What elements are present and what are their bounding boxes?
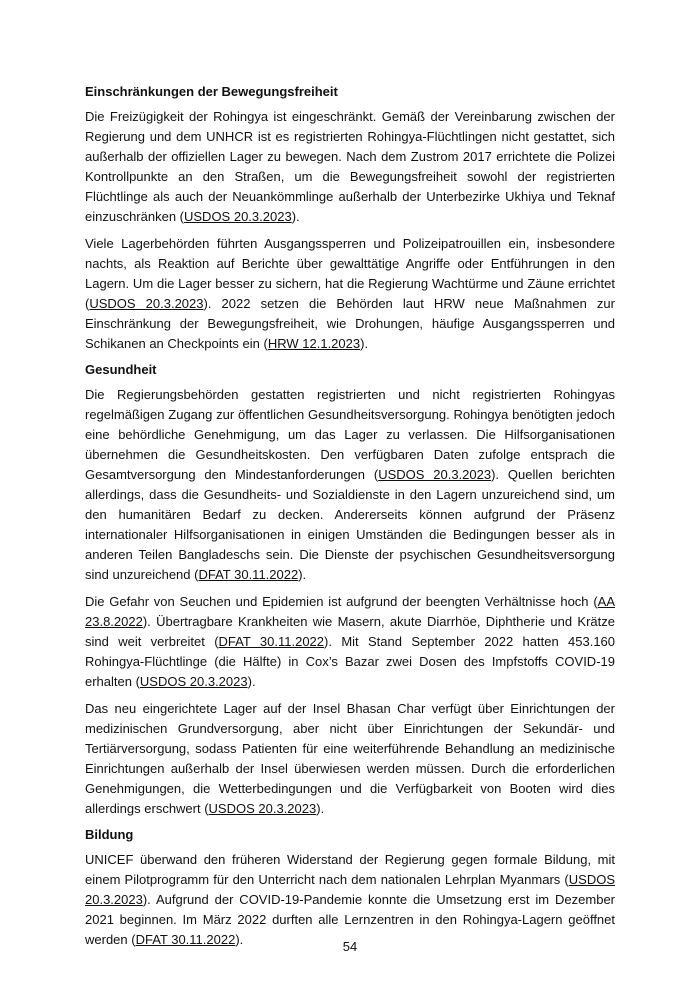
text-segment: ). — [316, 801, 325, 816]
source-reference-link[interactable]: HRW 12.1.2023 — [267, 336, 361, 351]
text-segment: Die Regierungsbehörden gestatten registrierten und nicht registrierten Rohingyas regelmäßigen Zugang zur öffentlichen Gesundheitsversorgung. Rohingya benötigten jedoch eine behördliche Genehmigung, um das Lager zu verlassen. Die Hilfsorganisationen übernehmen die Gesundheitskosten. Den verfügbaren Daten zufolge entsprach die Gesamtversorgung den Mindestanforderungen ( — [85, 387, 615, 482]
paragraph — [85, 107, 615, 227]
source-reference-link[interactable]: USDOS 20.3.2023 — [208, 801, 317, 816]
text-segment: ). — [298, 567, 307, 582]
paragraph — [85, 850, 615, 950]
source-reference-link[interactable]: DFAT 30.11.2022 — [218, 634, 325, 649]
text-segment: ). Übertragbare Krankheiten wie Masern, akute Diarrhöe, Diphtherie und Krätze sind weit verbreitet ( — [85, 614, 615, 649]
text-segment: ). — [360, 336, 369, 351]
source-reference-link[interactable]: DFAT 30.11.2022 — [135, 932, 236, 947]
source-reference-link[interactable]: AA 23.8.2022 — [85, 594, 615, 629]
text-segment: ). Quellen berichten allerdings, dass die Gesundheits- und Sozialdienste in den Lagern unzureichend sind, um den humanitären Bedarf zu decken. Andererseits können aufgrund der Präsenz internationaler Hilfsorganisationen in einigen Umständen die Bedingungen besser als in anderen Teilen Bangladeschs sein. Die Dienste der psychischen Gesundheitsversorgung sind unzureichend ( — [85, 467, 615, 582]
text-segment: ). — [247, 674, 256, 689]
section-gesundheit — [85, 362, 615, 819]
section-bildung — [85, 827, 615, 950]
source-reference-link[interactable]: USDOS 20.3.2023 — [139, 674, 248, 689]
text-segment: ). Mit Stand September 2022 hatten 453.160 Rohingya-Flüchtlinge (die Hälfte) in Cox’s Bazar zwei Dosen des Impfstoffs COVID-19 erhalten ( — [85, 634, 616, 689]
text-segment: Die Freizügigkeit der Rohingya ist eingeschränkt. Gemäß der Vereinbarung zwischen der Regierung und dem UNHCR ist es registrierten Rohingya-Flüchtlingen nicht gestattet, sich außerhalb der offiziellen Lager zu bewegen. Nach dem Zustrom 2017 errichtete die Polizei Kontrollpunkte an den Straßen, um die Bewegungsfreiheit sowohl der registrierten Flüchtlinge als auch der Neuankömmlinge außerhalb der Unterbezirke Ukhiya und Teknaf einzuschränken ( — [85, 109, 615, 224]
source-reference-link[interactable]: USDOS 20.3.2023 — [184, 209, 292, 224]
paragraph — [85, 699, 615, 819]
paragraph — [85, 385, 615, 585]
paragraph — [85, 234, 615, 354]
section-heading: Einschränkungen der Bewegungsfreiheit — [85, 84, 338, 99]
text-segment: UNICEF überwand den früheren Widerstand der Regierung gegen formale Bildung, mit einem Pilotprogramm für den Unterricht nach dem nationalen Lehrplan Myanmars ( — [85, 852, 615, 887]
section-heading: Bildung — [85, 827, 134, 842]
text-segment: ). Aufgrund der COVID-19-Pandemie konnte die Umsetzung erst im Dezember 2021 beginnen. Im März 2022 durften alle Lernzentren in den Rohingya-Lagern geöffnet werden ( — [85, 892, 615, 947]
text-segment: Die Gefahr von Seuchen und Epidemien ist aufgrund der beengten Verhältnisse hoch ( — [85, 594, 598, 609]
section-heading: Gesundheit — [85, 362, 157, 377]
text-segment: Das neu eingerichtete Lager auf der Insel Bhasan Char verfügt über Einrichtungen der medizinischen Grundversorgung, aber nicht über Einrichtungen der Sekundär- und Tertiärversorgung, sodass Patienten für eine weiterführende Behandlung an medizinische Einrichtungen außerhalb der Insel überwiesen werden müssen. Durch die erforderlichen Genehmigungen, die Wetterbedingungen und die Verfügbarkeit von Booten wird dies allerdings erschwert ( — [85, 701, 615, 816]
page-number: 54 — [342, 939, 358, 954]
text-segment: Viele Lagerbehörden führten Ausgangssperren und Polizeipatrouillen ein, insbesondere nachts, als Reaktion auf Berichte über gewalttätige Angriffe oder Entführungen in den Lagern. Um die Lager besser zu sichern, hat die Regierung Wachtürme und Zäune errichtet ( — [85, 236, 615, 311]
text-segment: ). — [235, 932, 244, 947]
text-segment: ). 2022 setzen die Behörden laut HRW neue Maßnahmen zur Einschränkung der Bewegungsfreiheit, wie Drohungen, häufige Ausgangssperren und Schikanen an Checkpoints ein ( — [85, 296, 615, 351]
paragraph — [85, 592, 615, 692]
text-segment: ). — [291, 209, 300, 224]
source-reference-link[interactable]: DFAT 30.11.2022 — [198, 567, 299, 582]
source-reference-link[interactable]: USDOS 20.3.2023 — [85, 872, 615, 907]
source-reference-link[interactable]: USDOS 20.3.2023 — [378, 467, 492, 482]
source-reference-link[interactable]: USDOS 20.3.2023 — [89, 296, 204, 311]
section-bewegungsfreiheit — [85, 84, 615, 354]
